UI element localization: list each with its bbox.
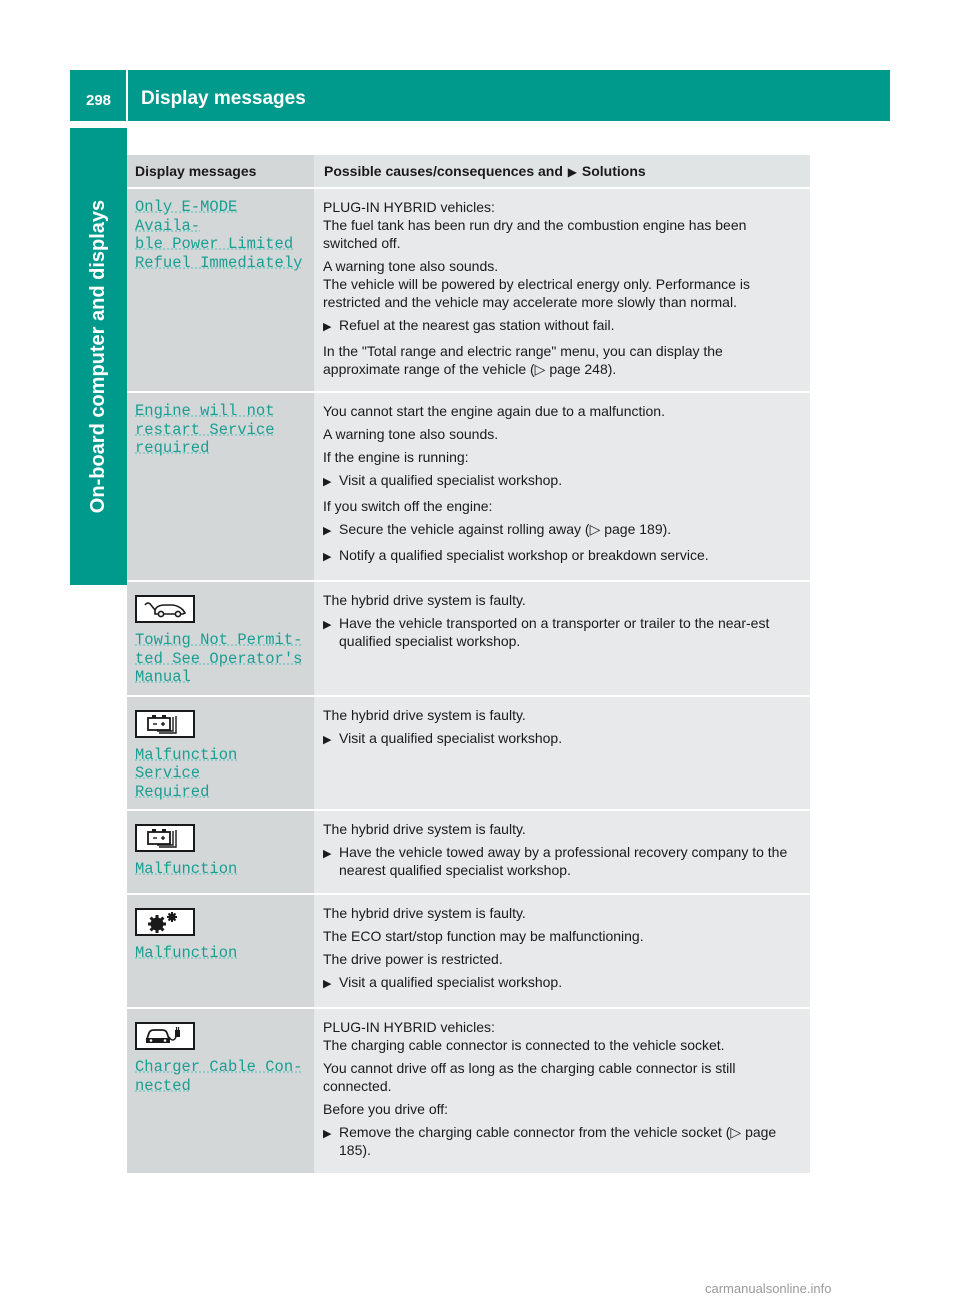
solution-step: [323, 546, 803, 566]
cause-text: The vehicle will be powered by electrical energy only. Performance is restricted and the vehicle may accelerate more slowly than normal.: [323, 276, 750, 310]
cause-paragraph: [323, 198, 803, 252]
gear-cog-icon: [135, 908, 195, 936]
table-row: [127, 811, 810, 895]
solution-step: [323, 1123, 803, 1159]
message-cell: [127, 189, 314, 391]
table-row: [127, 582, 810, 697]
cause-text: A warning tone also sounds.: [323, 426, 499, 442]
column-header-causes-label: Possible causes/consequences and: [324, 163, 563, 179]
solution-arrow-icon: ▶: [567, 165, 578, 179]
cause-paragraph: [323, 706, 803, 724]
column-header-display-messages: Display messages: [127, 155, 314, 187]
message-cell: [127, 1009, 314, 1173]
display-message-text: Malfunction: [135, 944, 238, 962]
cause-paragraph: [323, 1059, 803, 1095]
solution-step-text: Remove the charging cable connector from the vehicle socket (▷ page 185).: [339, 1124, 777, 1158]
cause-text: PLUG-IN HYBRID vehicles:: [323, 199, 495, 215]
cause-text: The hybrid drive system is faulty.: [323, 821, 526, 837]
display-message-text: Engine will not restart Service required: [135, 402, 275, 457]
table-row: [127, 895, 810, 1009]
table-header-row: [127, 155, 810, 189]
cause-text: In the "Total range and electric range" menu, you can display the approximate range of the vehicle (▷ page 248).: [323, 343, 723, 377]
charging-car-icon: [135, 1022, 195, 1050]
cause-text: The hybrid drive system is faulty.: [323, 706, 526, 723]
display-message-text: Malfunction Service Required: [135, 745, 238, 801]
message-cell: [127, 582, 314, 695]
message-cell: [127, 697, 314, 810]
solution-step-text: Visit a qualified specialist workshop.: [339, 472, 563, 488]
display-messages-table: [127, 155, 810, 1175]
message-cell: [127, 895, 314, 1007]
cause-paragraph: [323, 820, 803, 838]
cause-paragraph: [323, 1100, 803, 1118]
solution-step: [323, 520, 803, 540]
message-cell: [127, 811, 314, 893]
solution-step-text: Secure the vehicle against rolling away (▷ page 189).: [339, 521, 672, 537]
message-cell: [127, 393, 314, 580]
solution-step-text: Notify a qualified specialist workshop or breakdown service.: [339, 547, 709, 563]
cause-text: The ECO start/stop function may be malfunctioning.: [323, 928, 644, 944]
cause-paragraph: [323, 402, 803, 420]
cause-paragraph: [323, 342, 803, 378]
step-arrow-icon: ▶: [323, 525, 332, 537]
footer-watermark: carmanualsonline.info: [705, 1281, 832, 1296]
step-arrow-icon: ▶: [323, 476, 332, 488]
cause-text: The charging cable connector is connected to the vehicle socket.: [323, 1037, 725, 1053]
solution-step: [323, 973, 803, 993]
solution-step-text: Visit a qualified specialist workshop.: [339, 729, 563, 746]
column-header-causes: [314, 155, 810, 187]
solution-step: [323, 316, 803, 336]
tow-car-icon: [135, 595, 195, 623]
table-body: [127, 189, 810, 1175]
solution-step-text: Have the vehicle towed away by a professional recovery company to the nearest qualified specialist workshop.: [339, 844, 788, 878]
table-row: [127, 697, 810, 812]
cause-paragraph: [323, 425, 803, 443]
battery-icon: [135, 710, 195, 738]
causes-cell: [314, 189, 810, 391]
step-arrow-icon: ▶: [323, 1128, 332, 1140]
causes-cell: [314, 582, 810, 695]
solution-step: [323, 729, 803, 749]
solution-step: [323, 614, 803, 650]
column-header-solutions-label: Solutions: [581, 163, 646, 179]
causes-cell: [314, 393, 810, 580]
causes-cell: [314, 697, 810, 810]
step-arrow-icon: ▶: [323, 733, 332, 746]
display-message-text: Charger Cable Con- nected: [135, 1058, 303, 1095]
causes-cell: [314, 1009, 810, 1173]
step-arrow-icon: ▶: [323, 978, 332, 990]
display-message-text: Only E-MODE Availa- ble Power Limited Refuel Immediately: [135, 198, 303, 272]
cause-paragraph: [323, 257, 803, 311]
causes-cell: [314, 895, 810, 1007]
step-arrow-icon: ▶: [323, 551, 332, 563]
cause-text: You cannot drive off as long as the charging cable connector is still connected.: [323, 1060, 736, 1094]
cause-text: PLUG-IN HYBRID vehicles:: [323, 1019, 495, 1035]
cause-paragraph: [323, 927, 803, 945]
solution-step: [323, 471, 803, 491]
table-row: [127, 393, 810, 582]
solution-step-text: Visit a qualified specialist workshop.: [339, 974, 563, 990]
cause-paragraph: [323, 950, 803, 968]
cause-text: If you switch off the engine:: [323, 498, 493, 514]
cause-paragraph: [323, 1018, 803, 1054]
cause-text: You cannot start the engine again due to a malfunction.: [323, 403, 665, 419]
cause-paragraph: [323, 497, 803, 515]
cause-text: A warning tone also sounds.: [323, 258, 499, 274]
cause-text: The drive power is restricted.: [323, 951, 503, 967]
header-divider: [126, 70, 128, 121]
cause-text: The hybrid drive system is faulty.: [323, 905, 526, 921]
cause-text: If the engine is running:: [323, 449, 469, 465]
display-message-text: Malfunction: [135, 860, 238, 878]
cause-text: The hybrid drive system is faulty.: [323, 592, 526, 608]
step-arrow-icon: ▶: [323, 619, 332, 631]
causes-cell: [314, 811, 810, 893]
battery-icon: [135, 824, 195, 852]
table-row: [127, 189, 810, 393]
table-row: [127, 1009, 810, 1175]
page-title: Display messages: [141, 88, 306, 109]
step-arrow-icon: ▶: [323, 321, 332, 333]
step-arrow-icon: ▶: [323, 848, 332, 860]
page-number: 298: [85, 92, 112, 109]
solution-step: [323, 843, 803, 879]
cause-paragraph: [323, 591, 803, 609]
cause-paragraph: [323, 448, 803, 466]
cause-text: The fuel tank has been run dry and the combustion engine has been switched off.: [323, 217, 747, 251]
side-tab-label: On-board computer and displays: [87, 199, 109, 514]
display-message-text: Towing Not Permit- ted See Operator's Manual: [135, 631, 303, 686]
solution-step-text: Refuel at the nearest gas station without fail.: [339, 317, 615, 333]
cause-paragraph: [323, 904, 803, 922]
cause-text: Before you drive off:: [323, 1101, 449, 1117]
side-tab[interactable]: [70, 128, 127, 585]
solution-step-text: Have the vehicle transported on a transporter or trailer to the near-est qualified specialist workshop.: [339, 615, 770, 649]
